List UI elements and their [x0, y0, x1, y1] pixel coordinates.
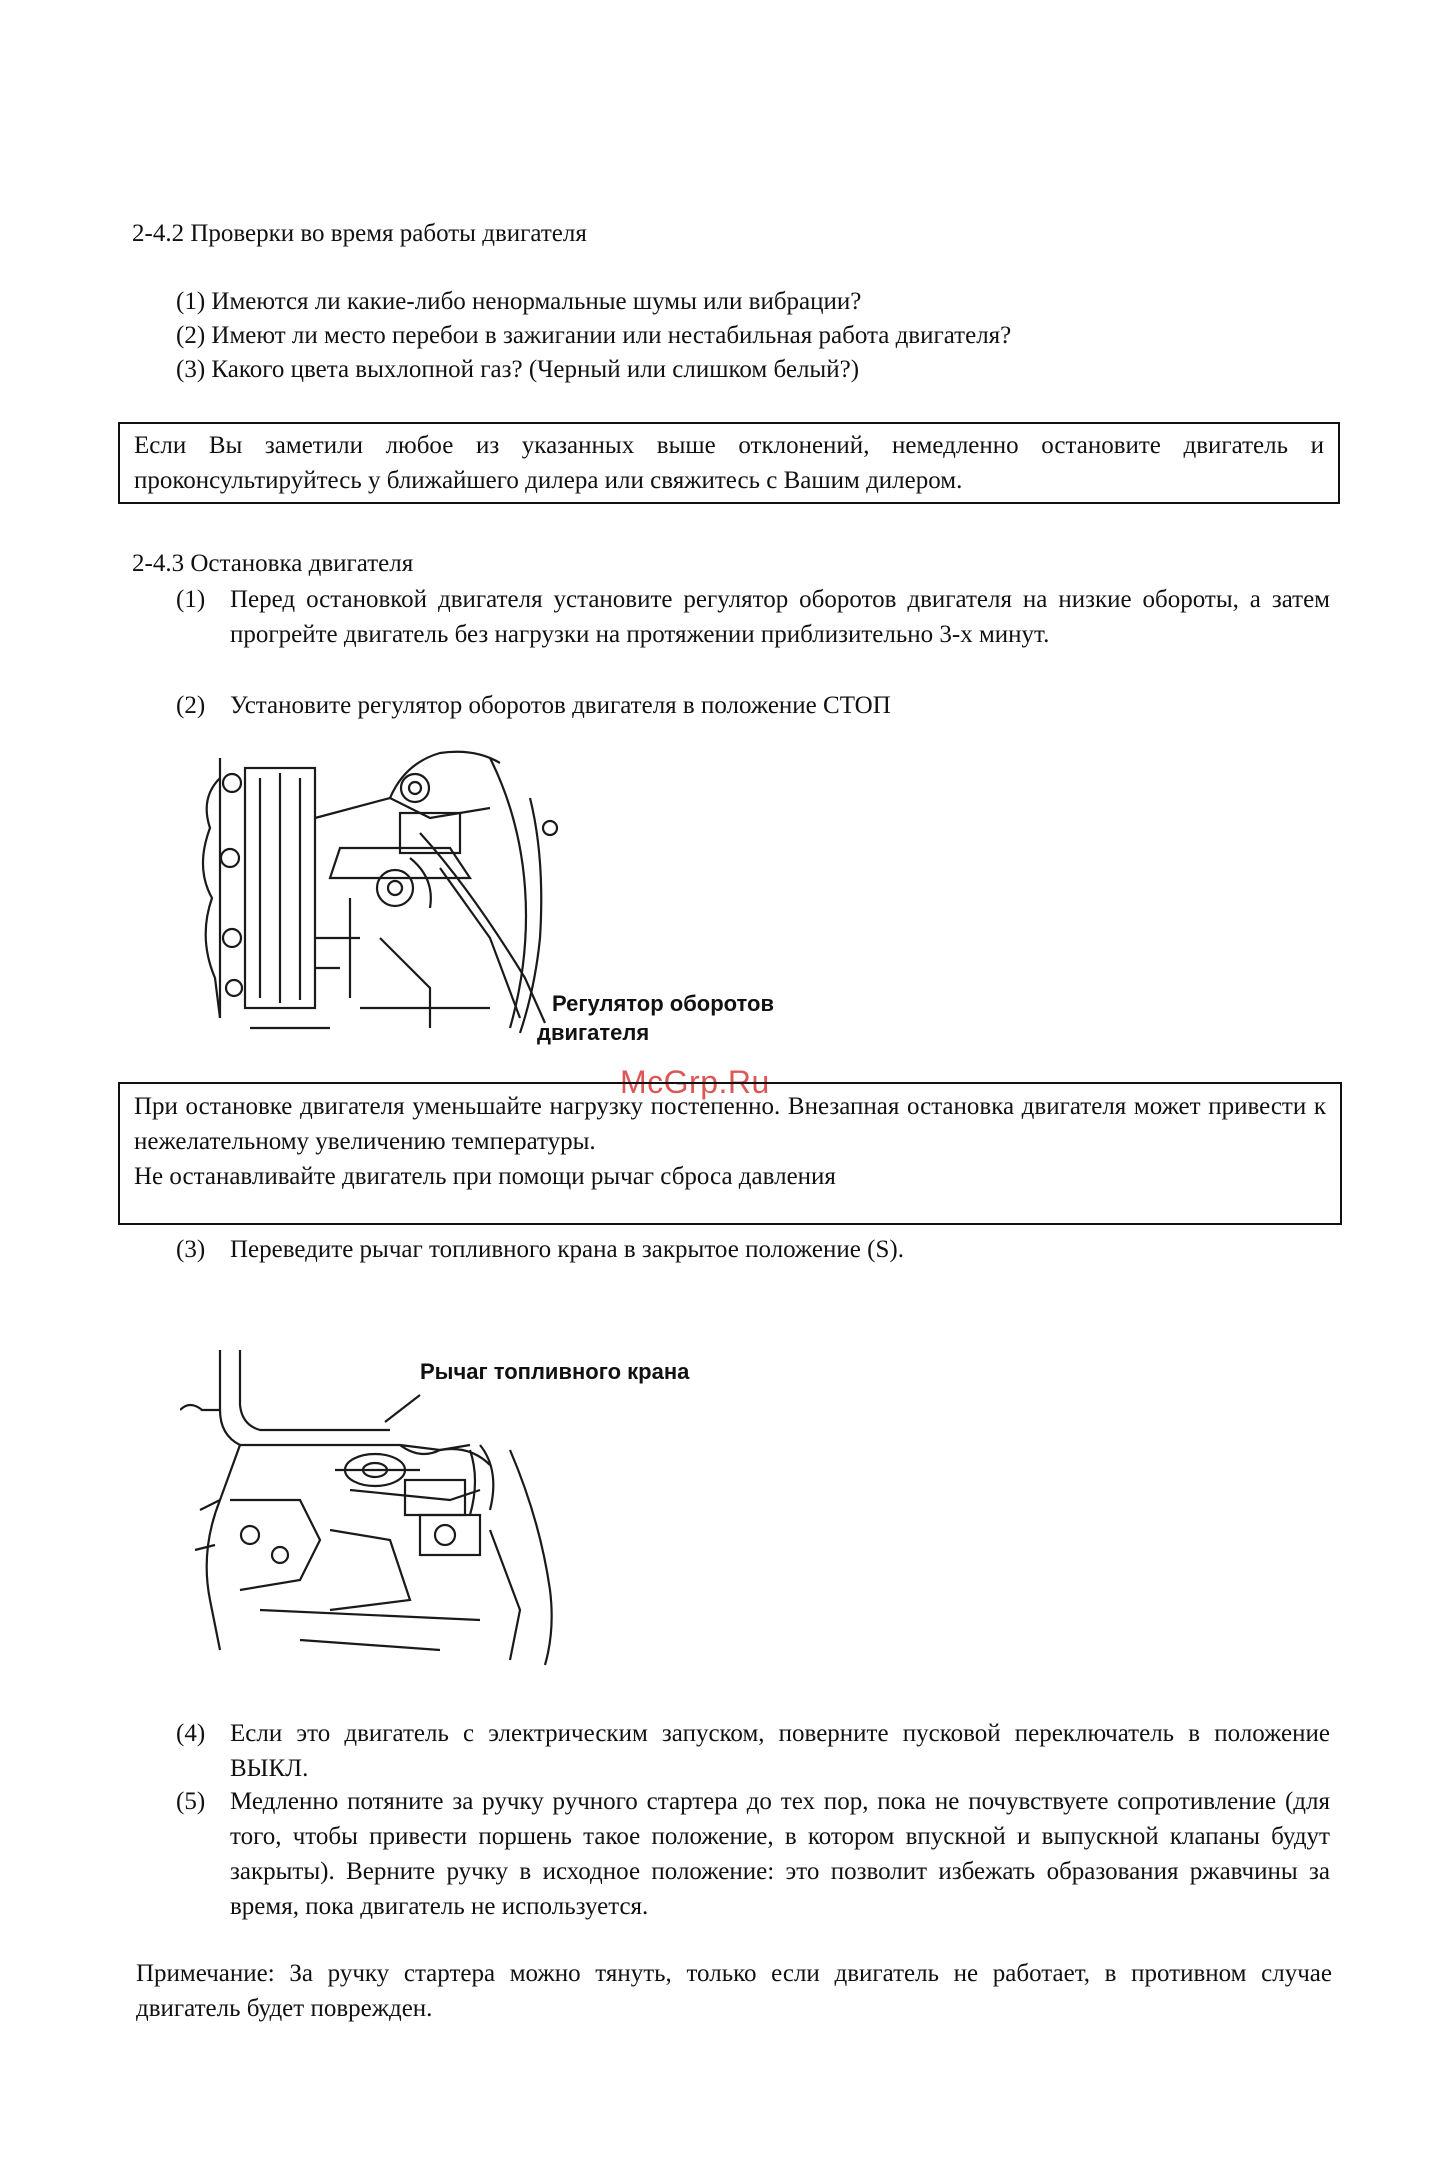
- caution-box: [118, 1082, 1342, 1225]
- warning-text: Если Вы заметили любое из указанных выше отклонений, немедленно остановите двигатель и проконсультируйтесь у ближайшего дилера или свяжитесь с Вашим дилером.: [134, 432, 1324, 494]
- step-item-4: [176, 1716, 1336, 1788]
- step-text: Медленно потяните за ручку ручного стартера до тех пор, пока не почувствуете сопротивление (для того, чтобы привести поршень такое положение, в котором впускной и выпускной клапаны будут закрыты). Верните ручку в исходное положение: это позволит избежать образования ржавчины за время, пока двигатель не используется.: [230, 1788, 1330, 1920]
- watermark: McGrp.Ru: [620, 1064, 770, 1100]
- warning-box: [118, 422, 1340, 504]
- step-text: Если это двигатель с электрическим запуском, поверните пусковой переключатель в положение ВЫКЛ.: [230, 1720, 1330, 1782]
- section-heading-2-4-3: 2-4.3 Остановка двигателя: [132, 550, 414, 577]
- step-item-5: [176, 1784, 1336, 1960]
- check-item-3: (3) Какого цвета выхлопной газ? (Черный или слишком белый?): [176, 356, 860, 383]
- step-text: Переведите рычаг топливного крана в закрытое положение (S).: [230, 1236, 904, 1263]
- figure1-caption-line1: Регулятор оборотов: [552, 991, 774, 1016]
- step-number: (3): [176, 1236, 206, 1263]
- check-item-2: (2) Имеют ли место перебои в зажигании или нестабильная работа двигателя?: [176, 322, 1012, 349]
- check-item-1: (1) Имеются ли какие-либо ненормальные шумы или вибрации?: [176, 288, 862, 315]
- step-number: (2): [176, 692, 206, 719]
- figure2-caption: Рычаг топливного крана: [420, 1359, 690, 1384]
- note-text: Примечание: За ручку стартера можно тянуть, только если двигатель не работает, в противном случае двигатель будет поврежден.: [136, 1960, 1332, 2022]
- step-text: Перед остановкой двигателя установите регулятор оборотов двигателя на низкие обороты, а затем прогрейте двигатель без нагрузки на протяжении приблизительно 3-х минут.: [230, 586, 1330, 648]
- fuel-cock-lever-illustration: [180, 1350, 620, 1670]
- section-heading-2-4-2: 2-4.2 Проверки во время работы двигателя: [132, 220, 587, 247]
- engine-speed-regulator-illustration: [190, 738, 590, 1038]
- figure1-caption-line2: двигателя: [537, 1020, 650, 1045]
- caution-text-2: Не останавливайте двигатель при помощи рычаг сброса давления: [134, 1163, 836, 1190]
- step-number: (4): [176, 1720, 206, 1747]
- step-item-3: [176, 1232, 1331, 1268]
- step-text: Установите регулятор оборотов двигателя в положение СТОП: [230, 692, 891, 719]
- step-number: (5): [176, 1788, 206, 1815]
- step-number: (1): [176, 586, 206, 613]
- caution-text-1: При остановке двигателя уменьшайте нагрузку постепенно. Внезапная остановка двигателя может привести к нежелательному увеличению температуры.: [134, 1093, 1326, 1155]
- step-item-1: [176, 582, 1331, 692]
- step-item-2: [176, 688, 1331, 724]
